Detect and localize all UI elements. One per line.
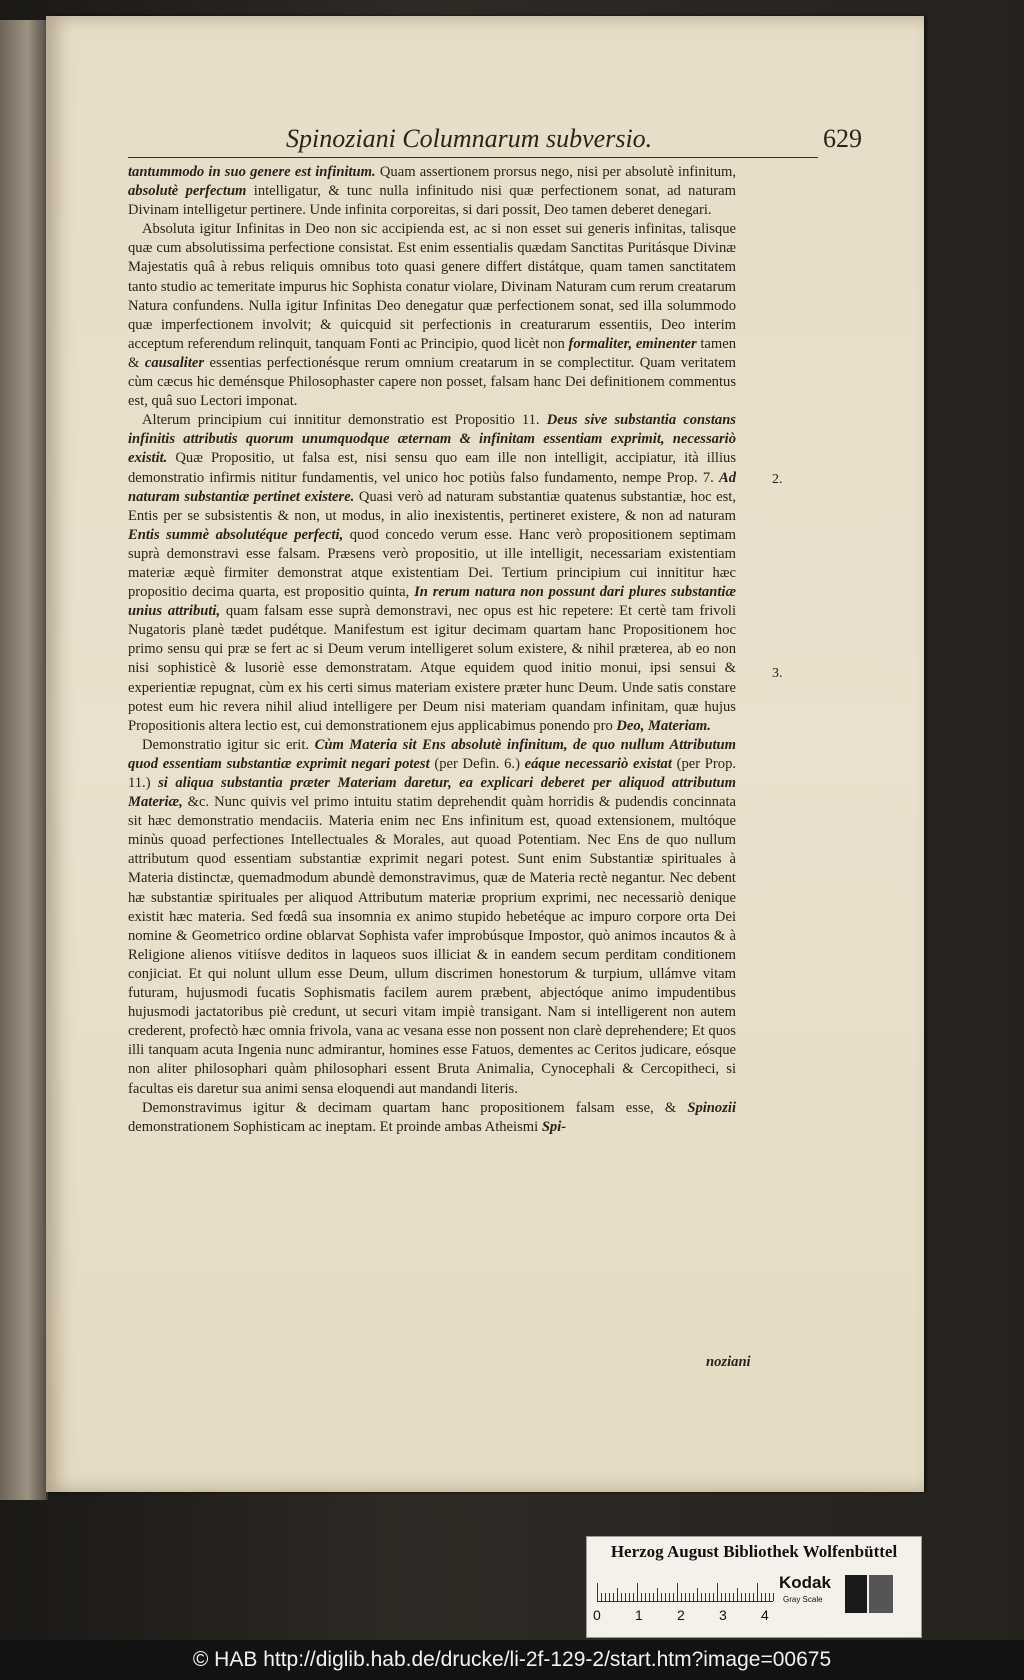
italic-run: formaliter, eminenter [568, 335, 697, 352]
scale-ruler [597, 1575, 773, 1602]
ruler-number: 2 [677, 1607, 685, 1623]
text-run: Quam assertionem prorsus nego, nisi per absolutè infinitum, [375, 164, 736, 180]
text-run: quod concedo verum esse. Hanc verò propositionem septimam suprà demonstravi esse falsam. Præsens verò propositio, ut ille intelligit, necessariam existentiam materiæ æquè firmiter demonstrat atque existentiam Dei. Tertium principium cui innititur hæc propositio decima quarta, est propositio quinta, [128, 526, 736, 601]
ruler-tick [709, 1593, 710, 1601]
previous-page-edge [0, 20, 48, 1500]
ruler-numbers [593, 1607, 783, 1627]
ruler-tick [749, 1593, 750, 1601]
ruler-tick [685, 1593, 686, 1601]
text-run: Absoluta igitur Infinitas in Deo non sic accipienda est, ac si non esset sui generis infinitas, talisque quæ cum absolutissima perfectione consistat. Est enim essentialis quædam Sanctitas Puritásque Divinæ Majestatis quâ à rebus reliquis omnibus toto quasi genere differt distátque, quam tamen sanctitatem tanto studio ac temeritate impurus hic Sophista conatur violare, Divinam Naturam cum rerum creatarum Natura confundens. Nulla igitur Infinitas Deo denegatur quæ perfectionem sonat, sed illa solummodo quæ imperfectionem involvit; & quicquid sit perfectionis in creaturarum essentiis, Deo interim acceptum referendum relinquit, tanquam Fonti ac Principio, quod licèt non [128, 221, 736, 352]
text-run: essentias perfectionésque rerum omnium creatarum in se complectitur. Quam veritatem cùm cæcus hic deménsque Philosophaster capere non posset, falsam hanc Dei definitionem commentus est, quâ suo Lectori imponat. [128, 354, 736, 410]
ruler-tick [625, 1593, 626, 1601]
ruler-tick [677, 1583, 678, 1601]
text-run: Alterum principium cui innititur demonstratio est Propositio 11. [142, 412, 547, 429]
text-run: (per Defin. 6.) [429, 755, 525, 772]
ruler-tick [669, 1593, 670, 1601]
text-run: Demonstratio igitur sic erit. [142, 736, 315, 753]
ruler-tick [649, 1593, 650, 1601]
ruler-tick [609, 1593, 610, 1601]
text-run: quam falsam esse suprà demonstravi, nec opus est hic repetere: Et certè tam frivoli Nugatoris planè tædet pudétque. Manifestum est igitur decimam quartam hanc Propositionem hoc primo sensu qui præ se fert ac si Deum verum intelligeret solum existere, & nihil præterea, ab eo non nisi sophisticè & lusoriè esse demonstratam. Atque equidem quod initio monui, ipsi sensui & experientiæ repugnat, cùm ex his certi simus materiam existere præter hunc Deum. Unde satis constare potest eum hic revera nihil aliud intelligere per Deum nisi materiam quandam infinitam, quæ hujus Propositionis altera lectio est, cui demonstrationem ejus applicabimus ponendo pro [128, 603, 736, 734]
ruler-tick [629, 1593, 630, 1601]
italic-run: Deo, Materiam. [616, 717, 711, 734]
ruler-tick [661, 1593, 662, 1601]
ruler-tick [693, 1593, 694, 1601]
page-number: 629 [823, 124, 862, 153]
ruler-tick [753, 1593, 754, 1601]
ruler-number: 1 [635, 1607, 643, 1623]
paragraph [128, 220, 736, 411]
footer-credit: © HAB http://diglib.hab.de/drucke/li-2f-129-2/start.htm?image=00675 [192, 1648, 832, 1671]
ruler-tick [673, 1593, 674, 1601]
ruler-tick [721, 1593, 722, 1601]
ruler-tick [713, 1593, 714, 1601]
catchword: noziani [706, 1354, 751, 1370]
ruler-tick [601, 1593, 602, 1601]
ruler-tick [733, 1593, 734, 1601]
gray-swatch-dark [845, 1575, 867, 1613]
text-run: (per Prop. 11.) [128, 755, 737, 791]
text-run: Demonstravimus igitur & decimam quartam hanc propositionem falsam esse, & [142, 1099, 688, 1116]
text-run: Quasi verò ad naturam substantiæ quatenus substantiæ, hoc est, Entis per se subsistentis & non, ut modus, in alio inexistentis, pertineret existere, & non ad naturam [128, 488, 736, 524]
header-rule [128, 157, 818, 158]
italic-run: causaliter [144, 354, 205, 371]
italic-run: si aliqua substantia præter Materiam daretur, ea explicari deberet per aliquod attributum Materiæ, [128, 775, 737, 811]
paragraph [128, 411, 736, 736]
ruler-tick [633, 1593, 634, 1601]
library-label-card [586, 1536, 922, 1638]
italic-run: Spinozii [687, 1099, 736, 1116]
ruler-tick [757, 1583, 758, 1601]
ruler-tick [729, 1593, 730, 1601]
ruler-tick [745, 1593, 746, 1601]
ruler-tick [617, 1588, 618, 1601]
page-header [246, 120, 906, 166]
ruler-tick [737, 1588, 738, 1601]
ruler-number: 3 [719, 1607, 727, 1623]
text-run: demonstrationem Sophisticam ac ineptam. Et proinde ambas Atheismi [128, 1118, 542, 1135]
ruler-tick [637, 1583, 638, 1601]
ruler-tick [605, 1593, 606, 1601]
text-run: tamen & [128, 335, 736, 371]
italic-run: Deus sive substantia constans infinitis attributis quorum unumquodque æternam & infinitam essentiam exprimit, necessariò existit. [128, 412, 736, 467]
italic-run: eáque necessariò existat [524, 755, 672, 772]
text-run: &c. Nunc quivis vel primo intuitu statim deprehendit quàm horridis & pudendis concinnata sit hæc demonstratio mendaciis. Materia enim nec Ens infinitum est, quoad extensionem, multóque minùs quoad perfectiones Intellectuales & Morales, aut quoad Potentiam. Nec Ens de quo nullum attributum quod essentiam substantiæ exprimit negari potest. Sunt enim Substantiæ spirituales à Materia distinctæ, quemadmodum abundè demonstravimus, quæ de Materia rectè negantur. Nec debent hæ substantiæ spirituales per aliquod Attributum materiæ proprium exprimi, nec necessariò denique existit hæc materia. Sed fœdâ sua insomnia ex animo stupido hebetéque ac impuro corpore orta Dei nomine & Geometrico ordine oblarvat Sophista vafer improbúsque Impostor, quò animos incautos & à Religione alienos vitiísve deditos in laqueos suos illiciat & in eandem secum perditam conditionem conjiciat. Et qui nolunt ullum esse Deum, ullum discrimen honestorum & turpium, ullámve vitam futuram, hujusmodi fucatis Sophismatis facilem aurem præbent, abjectóque animo impudentibus hujusmodi jactatoribus piè credunt, ut securi vitam impiè transigant. Nam si intelligerent non autem crederent, profectò hæc omnia frivola, vana ac vesana esse non possent non clarè deprehendere; Et quos illi tanquam acuta Ingenia nunc admirantur, homines esse Fatuos, dementes ac Ceritos judicare, eósque non aliter philosophari quàm philosophari essent Bruta Animalia, Cynocephali & Cercopitheci, si facultas eis daretur sua animi sensa eloquendi aut mandandi literis. [128, 794, 736, 1097]
footer-bar [0, 1640, 1024, 1680]
ruler-tick [621, 1593, 622, 1601]
ruler-tick [641, 1593, 642, 1601]
ruler-tick [725, 1593, 726, 1601]
ruler-tick [765, 1593, 766, 1601]
italic-run: absolutè perfectum [128, 183, 247, 200]
ruler-tick [689, 1593, 690, 1601]
ruler-tick [613, 1593, 614, 1601]
ruler-tick [597, 1583, 598, 1601]
italic-run: Entis summè absolutéque perfecti, [128, 526, 344, 543]
ruler-tick [697, 1588, 698, 1601]
paragraph [128, 736, 736, 1099]
ruler-tick [741, 1593, 742, 1601]
ruler-tick [773, 1593, 774, 1601]
ruler-tick [701, 1593, 702, 1601]
italic-run: In rerum natura non possunt dari plures substantiæ unius attributi, [128, 584, 736, 620]
ruler-number: 4 [761, 1607, 769, 1623]
italic-run: Cùm Materia sit Ens absolutè infinitum, de quo nullum Attributum quod essentiam substantiæ exprimit negari potest [128, 736, 736, 772]
italic-run: Spi- [541, 1118, 567, 1135]
ruler-tick [681, 1593, 682, 1601]
ruler-tick [657, 1588, 658, 1601]
ruler-tick [705, 1593, 706, 1601]
ruler-tick [717, 1583, 718, 1601]
library-name: Herzog August Bibliothek Wolfenbüttel [610, 1542, 898, 1561]
ruler-tick [761, 1593, 762, 1601]
italic-run: tantummodo in suo genere est infinitum. [128, 164, 376, 180]
margin-note: 3. [772, 666, 783, 681]
kodak-logo: Kodak [779, 1573, 831, 1592]
text-run: Quæ Propositio, ut falsa est, nisi sensu quo eam ille non intelligit, accipiatur, ità illius demonstratio infirmis nititur fundamentis, vel unico hoc potiùs falso fundamento, nempe Prop. 7. [128, 450, 736, 486]
ruler-tick [769, 1593, 770, 1601]
body-text [128, 163, 736, 1137]
ruler-number: 0 [593, 1607, 601, 1623]
text-run: intelligatur, & tunc nulla infinitudo nisi quæ perfectionem sonat, ad naturam Divinam intelligetur pertinere. Unde infinita corporeitas, si dari possit, Deo tamen deberet denegari. [128, 183, 736, 219]
paragraph [128, 163, 736, 220]
ruler-tick [645, 1593, 646, 1601]
ruler-tick [665, 1593, 666, 1601]
gray-scale-label: Gray Scale [783, 1595, 823, 1604]
italic-run: Ad naturam substantiæ pertinet existere. [128, 469, 736, 505]
margin-note: 2. [772, 472, 783, 487]
gray-swatch-mid [869, 1575, 893, 1613]
ruler-tick [653, 1593, 654, 1601]
running-title: Spinoziani Columnarum subversio. [286, 124, 653, 153]
paragraph [128, 1099, 736, 1137]
